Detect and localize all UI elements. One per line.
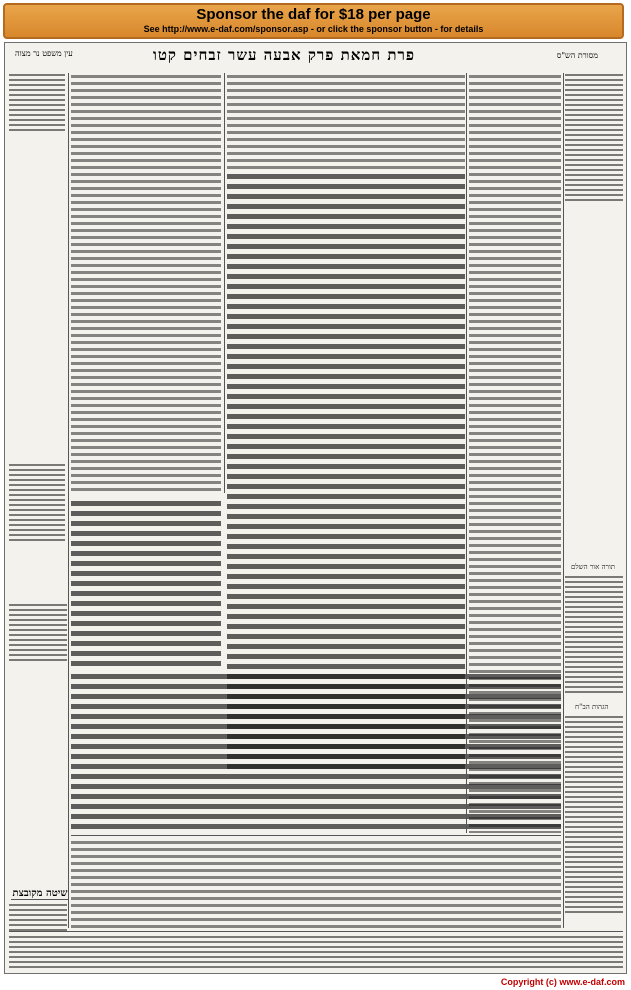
shita-mekubetzet-title: שיטה מקובצת [12,888,68,899]
gemara-wide-left [71,498,221,668]
footnotes [9,935,623,971]
hagahot-label: הגהות הב"ח [575,703,609,711]
header-title: פרת חמאת פרק אבעה עשר זבחים קטו [153,46,416,64]
copyright-link[interactable]: Copyright (c) www.e-daf.com [500,977,625,987]
torah-or-column [565,575,623,695]
header-ein-mishpat: עין משפט נר מצוה [15,49,73,58]
hagahot-column [565,715,623,915]
ein-mishpat-column-lower [9,603,67,663]
sponsor-title[interactable]: Sponsor the daf for $18 per page [196,6,431,23]
sponsor-subtitle[interactable]: See http://www.e-daf.com/sponsor.asp - or click the sponsor button - for details [143,24,484,34]
torah-or-label: תורה אור השלם [571,563,616,571]
sponsor-banner[interactable] [3,3,624,39]
gemara-lower [71,671,561,831]
tosafot-column [71,73,221,493]
masoret-column [565,73,623,203]
shita-mekubetzet-column [9,903,67,931]
ein-mishpat-column [9,73,67,553]
gemara-top [227,73,465,169]
header-masoret: מסורת הש"ס [556,51,598,60]
bottom-commentary [71,839,561,929]
page-header [5,43,626,69]
talmud-page-scan [4,42,627,974]
